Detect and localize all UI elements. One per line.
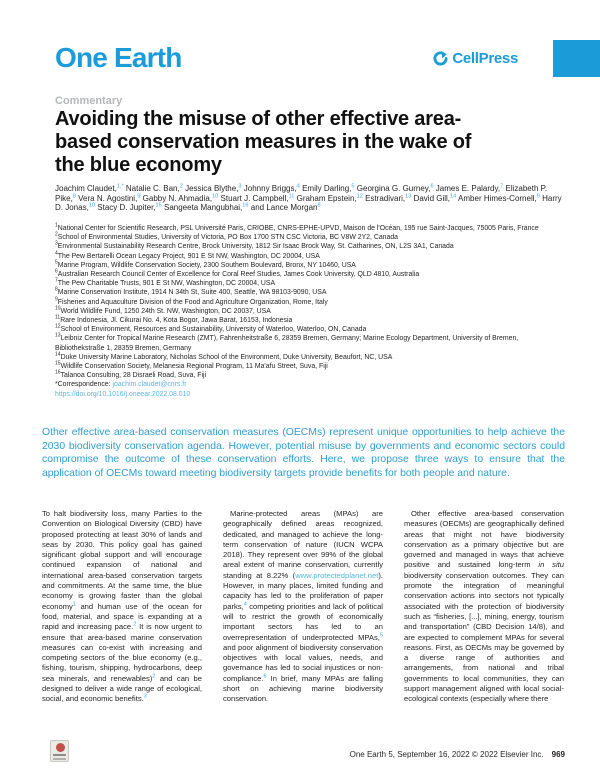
- article-body: [42, 509, 565, 705]
- footer: [350, 750, 565, 759]
- author-name: James E. Palardy,$^7$: [435, 183, 504, 193]
- reference-superscript[interactable]: 2: [133, 621, 137, 628]
- author-name: Graham Epstein,$^{12}$: [296, 192, 363, 203]
- article-kicker: Commentary: [55, 95, 123, 107]
- author-name: Stacy D. Jupiter,$^{15}$: [97, 202, 162, 213]
- author-name: Elizabeth P. Pike,$^8$: [55, 184, 548, 203]
- corner-tab: [553, 40, 600, 77]
- cellpress-swoosh-icon: [433, 51, 448, 66]
- crossmark-icon[interactable]: [50, 740, 69, 762]
- author-name: Natalie C. Ban,$^2$: [125, 183, 183, 193]
- affiliation-line: $^1$National Center for Scientific Research, PSL Université Paris, CRIOBE, CNRS-EPHE-UPVD, Maison de l'Océan, 195 rue Saint-Jacques, 75005 Paris, France: [55, 222, 539, 232]
- correspondence-label: *Correspondence:: [55, 381, 113, 389]
- inline-link[interactable]: www.protectedplanet.net: [295, 570, 379, 580]
- author-name: Joachim Claudet,$^{1,*}$: [55, 183, 124, 193]
- reference-superscript[interactable]: 4: [243, 601, 247, 608]
- author-name: Emily Darling,$^5$: [302, 183, 355, 193]
- author-name: Vera N. Agostini,$^9$: [78, 192, 141, 203]
- reference-superscript[interactable]: 2: [152, 673, 156, 680]
- affiliation-list: [55, 224, 567, 399]
- reference-superscript[interactable]: 6: [263, 673, 267, 680]
- body-column-2: Marine-protected areas (MPAs) are geographically defined areas recognized, dedicated, and managed to achieve the long-term conservation of nature (IUCN WCPA 2018). They represent over 99% of the global areal extent of marine conservation, currently standing at 8.22% (www.protectedplanet.net). However, in many places, limited funding and capacity has led to the proliferation of paper parks,$^4$ competing priorities and lack of political will to restrict the growth of economically important sectors has led to an overrepresentation of underprotected MPAs,$^5$ and poor alignment of biodiversity conservation objectives with local values, needs, and governance has led to social injustices or non-compliance.$^6$ In brief, many MPAs are falling short on achieving marine biodiversity conservation.: [223, 509, 383, 704]
- affiliation-line: $^{10}$World Wildlife Fund, 1250 24th St. NW, Washington, DC 20037, USA: [55, 305, 271, 315]
- author-name: Johnny Briggs,$^4$: [243, 183, 300, 193]
- affiliation-line: $^2$School of Environmental Studies, University of Victoria, PO Box 1700 STN CSC Victoria, BC V8W 2Y2, Canada: [55, 231, 399, 242]
- reference-superscript[interactable]: 5: [379, 632, 383, 639]
- affiliation-line: $^{12}$School of Environment, Resources and Sustainability, University of Waterloo, Waterloo, ON, Canada: [55, 323, 367, 334]
- reference-superscript[interactable]: 3: [143, 693, 147, 700]
- affiliation-line: $^{16}$Talanoa Consulting, 28 Disraeli Road, Suva, Fiji: [55, 369, 207, 380]
- page-number: 969: [551, 750, 565, 759]
- journal-logo: One Earth: [55, 42, 182, 73]
- reference-superscript[interactable]: 1: [72, 601, 76, 608]
- body-column-3: Other effective area-based conservation measures (OECMs) are geographically defined areas that might not have biodiversity conservation as a primary objective but are governed and managed in ways that achieve positive and sustained long-term in situ biodiversity conservation outcomes. They can promote the integration of meaningful conservation actions into sectors not typically associated with the protection of biodiversity such as “fisheries, [...], mining, energy, tourism and transportation” (CBD Decision 14/8), and are expected to complement MPAs for several reasons. First, as OECMs may be governed by a diverse range of authorities and arrangements, from national and tribal governments to local communities, they can support management aligned with local social-ecological contexts (especially where there: [404, 509, 565, 704]
- correspondence-line: [55, 380, 567, 389]
- affiliation-line: $^3$Environmental Sustainability Research Centre, Brock University, 1812 Sir Isaac Brock Way, St. Catharines, ON, L2S 3A1, Canada: [55, 241, 454, 251]
- author-name: Sangeeta Mangubhai,$^{16}$: [163, 202, 249, 213]
- affiliation-line: $^7$The Pew Charitable Trusts, 901 E St NW, Washington, DC 20004, USA: [55, 277, 276, 288]
- affiliation-line: $^8$Marine Conservation Institute, 1914 N 34th St, Suite 400, Seattle, WA 98103-9090, USA: [55, 287, 327, 297]
- cellpress-logo: [433, 50, 518, 67]
- affiliation-line: $^4$The Pew Bertarelli Ocean Legacy Project, 901 E St NW, Washington, DC 20004, USA: [55, 250, 320, 260]
- cellpress-wordmark: CellPress: [452, 50, 518, 67]
- author-name: Georgina G. Gurney,$^6$: [356, 183, 434, 193]
- affiliation-line: $^{13}$Leibniz Center for Tropical Marine Research (ZMT), Fahrenheitstraße 6, 28359 Bremen, Germany; Marine Ecology Department, University of Bremen, Bibliothekstraße 1, 28359 Bremen, Germany: [55, 333, 519, 352]
- correspondence-email-link[interactable]: joachim.claudet@cnrs.fr: [112, 381, 187, 389]
- author-name: Gabby N. Ahmadia,$^{10}$: [142, 192, 219, 203]
- article-summary: Other effective area-based conservation measures (OECMs) represent unique opportunities to help achieve the 2030 biodiversity conservation agenda. However, potential misuse by governments and economic sectors could compromise the outcome of these conservation efforts. Here, we propose three ways to ensure that the application of OECMs toward meeting biodiversity targets provide benefits for both people and nature.: [42, 427, 565, 480]
- author-name: Harry D. Jonas,$^{10}$: [55, 193, 562, 213]
- footer-citation: One Earth 5, September 16, 2022 © 2022 Elsevier Inc.: [349, 750, 544, 759]
- affiliation-line: $^6$Australian Research Council Center of Excellence for Coral Reef Studies, James Cook University, QLD 4810, Australia: [55, 268, 420, 279]
- author-name: Jessica Blythe,$^3$: [185, 183, 242, 193]
- author-name: Estradivari,$^{13}$: [365, 192, 412, 203]
- author-name: Amber Himes-Cornell,$^9$: [458, 192, 540, 203]
- author-name: Stuart J. Campbell,$^{11}$: [220, 192, 295, 203]
- author-list: [55, 184, 567, 213]
- article-title: Avoiding the misuse of other effective area-based conservation measures in the wake of the blue economy: [55, 108, 472, 176]
- doi-link[interactable]: https://doi.org/10.1016/j.oneear.2022.08.010: [55, 390, 191, 398]
- affiliation-line: $^{11}$Rare Indonesia, Jl. Cikurai No. 4, Kota Bogor, Jawa Barat, 16153, Indonesia: [55, 314, 293, 325]
- affiliation-line: $^{14}$Duke University Marine Laboratory, Nicholas School of the Environment, Duke University, Beaufort, NC, USA: [55, 351, 393, 361]
- body-column-1: To halt biodiversity loss, many Parties to the Convention on Biological Diversity (CBD) have proposed protecting at least 30% of lands and seas by 2030. This policy goal has gained significant global support and will encourage continued expansion of national and international area-based conservation targets and commitments. At the same time, the blue economy is growing faster than the global economy$^1$ and human use of the ocean for food, material, and space is expanding at a rapid and increasing pace.$^2$ It is now urgent to ensure that area-based marine conservation measures can co-exist with increasing and competing sectors of the blue economy (e.g., fishing, tourism, shipping, hydrocarbons, deep sea minerals, and renewables)$^2$ and can be designed to deliver a wide range of ecological, social, and economic benefits.$^3$: [42, 509, 202, 704]
- affiliation-line: $^9$Fisheries and Aquaculture Division of the Food and Agriculture Organization, Rome, Italy: [55, 296, 328, 306]
- affiliation-line: $^{15}$Wildlife Conservation Society, Melanesia Regional Program, 11 Ma'afu Street, Suva, Fiji: [55, 360, 328, 371]
- author-name: and Lance Morgan$^8$: [250, 202, 321, 213]
- author-name: David Gill,$^{14}$: [413, 192, 457, 203]
- affiliation-line: $^5$Marine Program, Wildlife Conservation Society, 2300 Southern Boulevard, Bronx, NY 10460, USA: [55, 259, 356, 269]
